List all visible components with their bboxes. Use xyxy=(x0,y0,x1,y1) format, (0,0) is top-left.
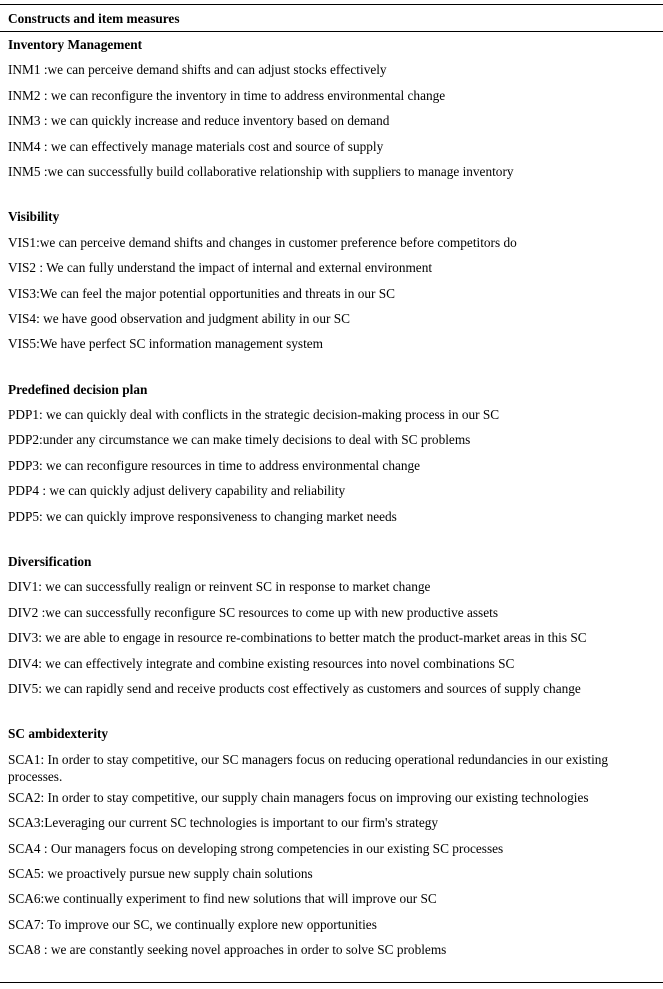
construct-title: Diversification xyxy=(8,554,92,570)
item-measure: INM5 :we can successfully build collaborative relationship with suppliers to manage inventory xyxy=(8,163,514,179)
item-measure: DIV4: we can effectively integrate and combine existing resources into novel combinations SC xyxy=(8,655,515,671)
item-measure: SCA4 : Our managers focus on developing strong competencies in our existing SC processes xyxy=(8,840,504,856)
table-body xyxy=(0,32,663,983)
item-measure: PDP1: we can quickly deal with conflicts in the strategic decision-making process in our SC xyxy=(8,407,500,423)
item-measure: PDP4 : we can quickly adjust delivery capability and reliability xyxy=(8,483,346,499)
item-measure: VIS3:We can feel the major potential opportunities and threats in our SC xyxy=(8,285,396,301)
construct-title: Inventory Management xyxy=(8,37,143,52)
item-measure: PDP2:under any circumstance we can make timely decisions to deal with SC problems xyxy=(8,432,471,448)
item-measure: DIV3: we are able to engage in resource re-combinations to better match the product-market areas in this SC xyxy=(8,630,587,646)
item-measure: SCA5: we proactively pursue new supply chain solutions xyxy=(8,865,313,881)
item-measure: VIS5:We have perfect SC information management system xyxy=(8,336,324,352)
construct-section xyxy=(8,204,655,356)
item-measure: SCA6:we continually experiment to find new solutions that will improve our SC xyxy=(8,891,437,907)
constructs-table xyxy=(0,4,663,983)
construct-title: Visibility xyxy=(8,209,60,225)
item-measure: PDP5: we can quickly improve responsiveness to changing market needs xyxy=(8,508,397,524)
item-measure: DIV5: we can rapidly send and receive products cost effectively as customers and sources of supply change xyxy=(8,680,581,696)
construct-section xyxy=(8,549,655,701)
item-measure: INM3 : we can quickly increase and reduce inventory based on demand xyxy=(8,113,390,129)
table-header: Constructs and item measures xyxy=(0,5,663,32)
construct-title: SC ambidexterity xyxy=(8,726,109,742)
item-measure: INM4 : we can effectively manage materials cost and source of supply xyxy=(8,138,384,154)
item-measure: INM1 :we can perceive demand shifts and can adjust stocks effectively xyxy=(8,62,387,78)
item-measure: SCA1: In order to stay competitive, our SC managers focus on reducing operational redundancies in our existing processes. xyxy=(8,751,609,784)
item-measure: VIS2 : We can fully understand the impact of internal and external environment xyxy=(8,260,433,276)
construct-section xyxy=(8,377,655,529)
construct-section xyxy=(8,32,655,184)
item-measure: DIV2 :we can successfully reconfigure SC resources to come up with new productive assets xyxy=(8,604,498,620)
construct-section xyxy=(8,721,655,962)
item-measure: VIS1:we can perceive demand shifts and changes in customer preference before competitors do xyxy=(8,234,517,250)
item-measure: DIV1: we can successfully realign or reinvent SC in response to market change xyxy=(8,579,431,595)
item-measure: SCA3:Leveraging our current SC technologies is important to our firm's strategy xyxy=(8,815,439,831)
item-measure: INM2 : we can reconfigure the inventory in time to address environmental change xyxy=(8,87,446,103)
item-measure: SCA2: In order to stay competitive, our supply chain managers focus on improving our existing technologies xyxy=(8,789,589,805)
item-measure: SCA8 : we are constantly seeking novel approaches in order to solve SC problems xyxy=(8,942,447,958)
construct-title: Predefined decision plan xyxy=(8,381,148,397)
item-measure: VIS4: we have good observation and judgment ability in our SC xyxy=(8,310,350,326)
item-measure: SCA7: To improve our SC, we continually explore new opportunities xyxy=(8,916,377,932)
item-measure: PDP3: we can reconfigure resources in time to address environmental change xyxy=(8,457,421,473)
